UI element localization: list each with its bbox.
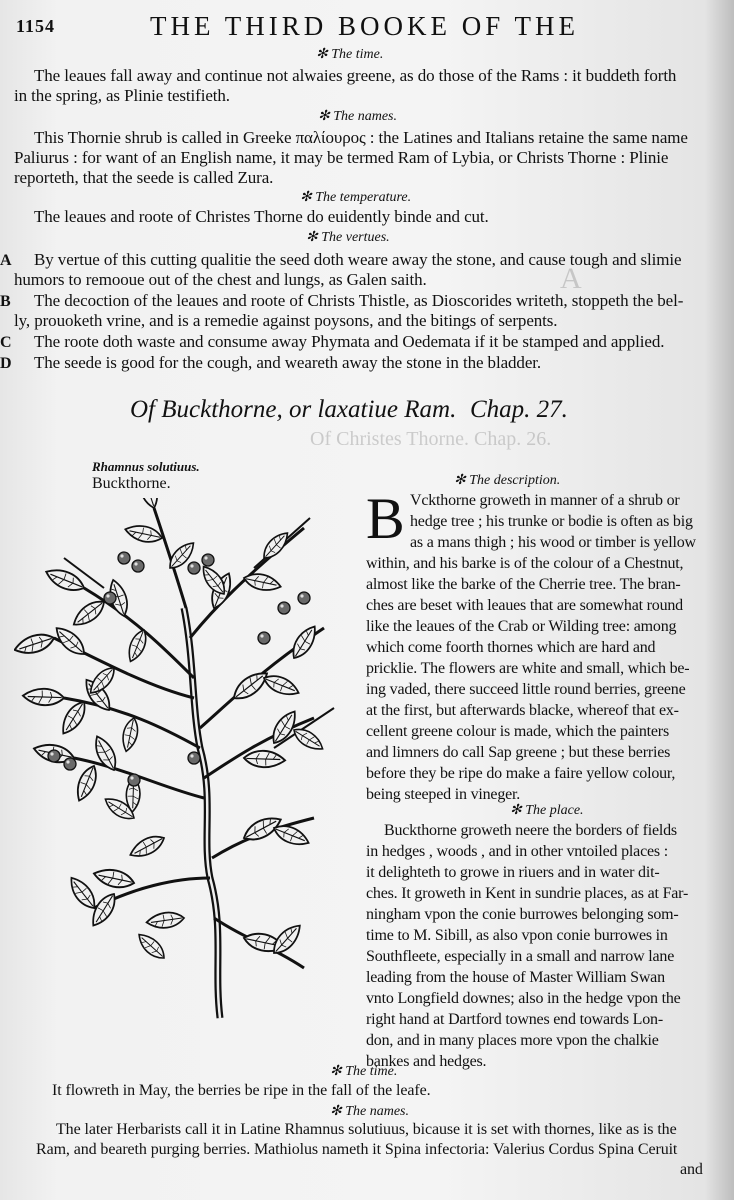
text-line: The later Herbarists call it in Latine Rhamnus solutiuus, bicause it is set with thornes, like as is the xyxy=(56,1121,677,1138)
text-line: hedge tree ; his trunke or bodie is often as big xyxy=(410,513,693,530)
text-line: Buckthorne groweth neere the borders of fields xyxy=(384,822,677,839)
text-line: leading from the house of Master William Swan xyxy=(366,969,665,986)
text-line: The leaues fall away and continue not alwaies greene, as do those of the Rams : it buddeth forth xyxy=(34,66,677,85)
text-line: ches are beset with leaues that are somewhat round xyxy=(366,597,683,614)
text-line: The leaues and roote of Christes Thorne do euidently binde and cut. xyxy=(34,207,489,226)
text-line: ches. It groweth in Kent in sundrie places, as at Far- xyxy=(366,885,689,902)
text-line: at the first, but afterwards blacke, whereof that ex- xyxy=(366,702,679,719)
buckthorne-woodcut-illustration xyxy=(14,498,344,1028)
text-line: it delighteth to growe in riuers and in water dit- xyxy=(366,864,660,881)
running-head: THE THIRD BOOKE OF THE xyxy=(150,11,579,41)
text-line: in hedges , woods , and in other vntoiled places : xyxy=(366,843,668,860)
text-line: Ram, and beareth purging berries. Mathiolus nameth it Spina infectoria: Valerius Cordus Spina Ceruit xyxy=(36,1141,678,1158)
margin-letter: D xyxy=(0,355,12,372)
text-line: and limners do call Sap greene ; but these berries xyxy=(366,744,671,761)
text-line: pricklie. The flowers are white and small, which be- xyxy=(366,660,690,677)
bleed-through-text: Of Christes Thorne. Chap. 26. xyxy=(310,428,552,450)
text-line: in the spring, as Plinie testifieth. xyxy=(14,86,230,105)
heading-names-2: ✻ The names. xyxy=(330,1104,410,1119)
text-line: as a mans thigh ; his wood or timber is yellow xyxy=(410,534,696,551)
text-line: The decoction of the leaues and roote of Christs Thistle, as Dioscorides writeth, stoppeth the bel- xyxy=(34,291,684,310)
text-line: The seede is good for the cough, and weareth away the stone in the bladder. xyxy=(34,353,542,372)
text-line: ningham vpon the conie burrowes belonging som- xyxy=(366,906,679,923)
text-line: humors to remooue out of the chest and lungs, as Galen saith. xyxy=(14,270,427,289)
text-line: vnto Longfield downes; also in the hedge vpon the xyxy=(366,990,681,1007)
heading-time: ✻ The time. xyxy=(316,47,384,62)
text-line: Southfleete, especially in a small and narrow lane xyxy=(366,948,675,965)
heading-vertues: ✻ The vertues. xyxy=(306,230,390,245)
text-line: like the leaues of the Crab or Wilding tree: among xyxy=(366,618,677,635)
margin-letter: C xyxy=(0,334,12,351)
chapter-title: Of Buckthorne, or laxatiue Ram. xyxy=(130,396,457,423)
heading-names: ✻ The names. xyxy=(318,109,398,124)
text-line: Vckthorne groweth in manner of a shrub or xyxy=(410,492,680,509)
margin-letter: A xyxy=(0,252,12,269)
text-line: don, and in many places more vpon the chalkie xyxy=(366,1032,659,1049)
page-number: 1154 xyxy=(16,16,56,36)
text-line: reporteth, that the seede is called Zura. xyxy=(14,168,274,187)
heading-description: ✻ The description. xyxy=(454,473,561,488)
chapter-number: Chap. 27. xyxy=(470,396,568,423)
text-line: It flowreth in May, the berries be ripe in the fall of the leafe. xyxy=(52,1082,431,1099)
text-line: within, and his barke is of the colour of a Chestnut, xyxy=(366,555,684,572)
text-line: right hand at Dartford townes end towards Lon- xyxy=(366,1011,663,1028)
margin-letter: B xyxy=(0,293,11,310)
text-line: bankes and hedges. xyxy=(366,1053,487,1070)
text-line: which come foorth thornes which are hard and xyxy=(366,639,656,656)
catchword: and xyxy=(680,1161,703,1178)
text-line: This Thornie shrub is called in Greeke παλίουρος : the Latines and Italians retaine the same name xyxy=(34,128,688,147)
text-line: By vertue of this cutting qualitie the seed doth weare away the stone, and cause tough and slimie xyxy=(34,250,682,269)
text-line: being steeped in vineger. xyxy=(366,786,521,803)
figure-caption-english: Buckthorne. xyxy=(92,475,171,492)
text-line: before they be ripe do make a faire yellow colour, xyxy=(366,765,676,782)
text-line: ly, prouoketh vrine, and is a remedie against poysons, and the bitings of serpents. xyxy=(14,311,558,330)
text-line: The roote doth waste and consume away Phymata and Oedemata if it be stamped and applied. xyxy=(34,332,665,351)
text-line: cellent greene colour is made, which the painters xyxy=(366,723,669,740)
drop-capital: B xyxy=(366,486,405,551)
heading-place: ✻ The place. xyxy=(510,803,584,818)
text-line: Paliurus : for want of an English name, it may be termed Ram of Lybia, or Christs Thorne : Plinie xyxy=(14,148,669,167)
text-line: ing vaded, there succeed little round berries, greene xyxy=(366,681,686,698)
heading-temperature: ✻ The temperature. xyxy=(300,190,412,205)
figure-caption-latin: Rhamnus solutiuus. xyxy=(92,459,200,474)
text-line: almost like the barke of the Cherrie tree. The bran- xyxy=(366,576,681,593)
bleed-through-letter: A xyxy=(560,262,582,295)
text-line: time to M. Sibill, as also vpon conie burrowes in xyxy=(366,927,668,944)
heading-time-2: ✻ The time. xyxy=(330,1064,398,1079)
